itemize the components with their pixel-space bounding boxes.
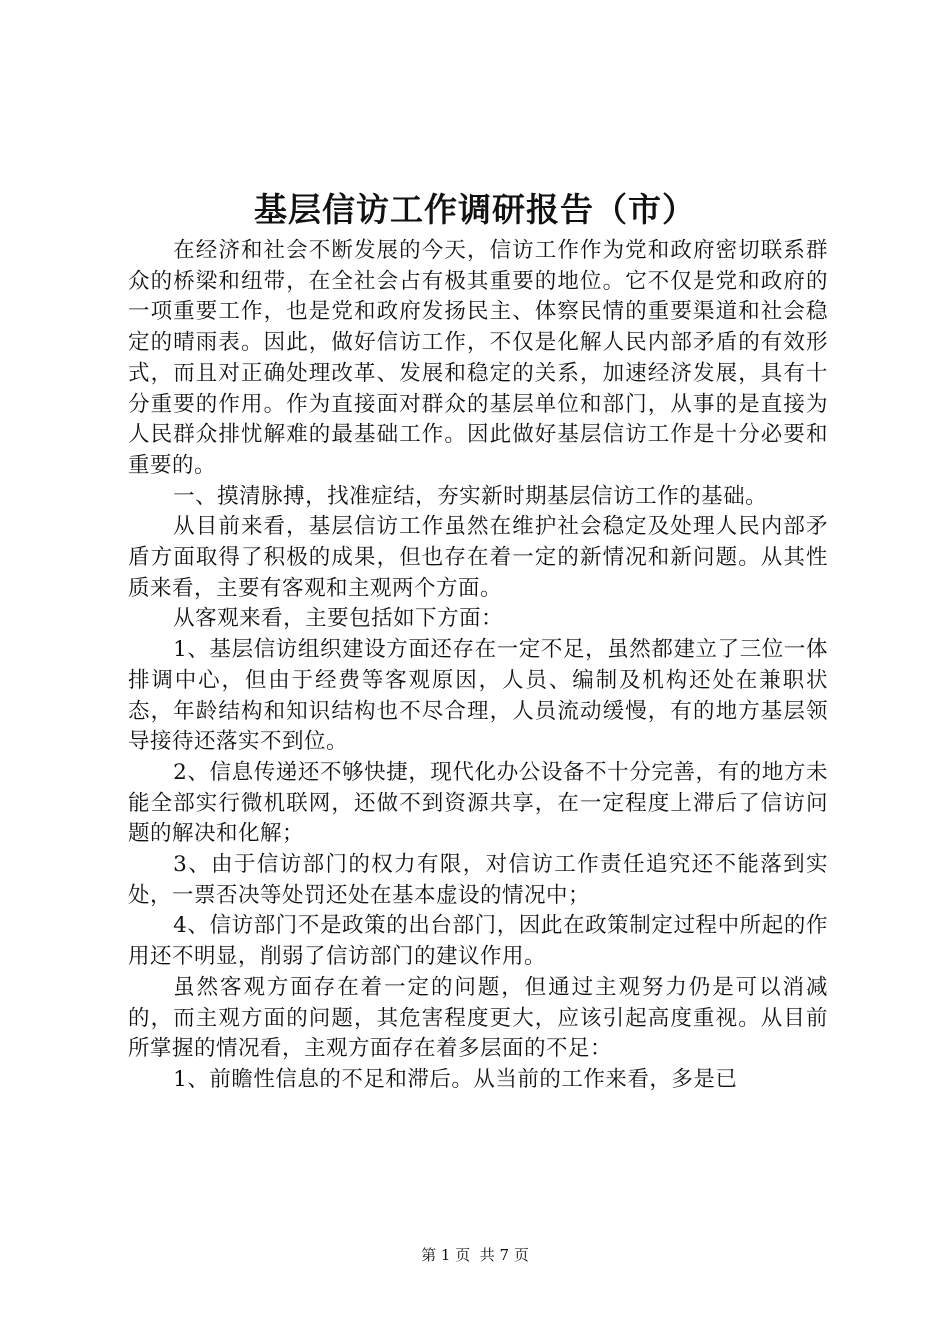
paragraph-objective-2: 2、信息传递还不够快捷，现代化办公设备不十分完善，有的地方未能全部实行微机联网，还做不到资源共享，在一定程度上滞后了信访问题的解决和化解；: [128, 759, 828, 847]
paragraph-objective-intro: 从客观来看，主要包括如下方面：: [173, 606, 504, 632]
paragraph-subjective-intro: 虽然客观方面存在着一定的问题，但通过主观努力仍是可以消减的，而主观方面的问题，其危害程度更大，应该引起高度重视。从目前所掌握的情况看，主观方面存在着多层面的不足：: [128, 974, 828, 1062]
paragraph-section-heading: 一、摸清脉搏，找准症结，夯实新时期基层信访工作的基础。: [173, 483, 768, 509]
paragraph-objective-4: 4、信访部门不是政策的出台部门，因此在政策制定过程中所起的作用还不明显，削弱了信访部门的建议作用。: [128, 913, 828, 970]
paragraph-subjective-1: 1、前瞻性信息的不足和滞后。从当前的工作来看，多是已: [173, 1066, 738, 1092]
page-number-footer: 第 1 页 共 7 页: [421, 1246, 529, 1264]
document-title: 基层信访工作调研报告（市）: [254, 190, 696, 229]
paragraph-objective-3: 3、由于信访部门的权力有限，对信访工作责任追究还不能落到实处，一票否决等处罚还处在基本虚设的情况中；: [128, 852, 828, 908]
paragraph-intro: 在经济和社会不断发展的今天，信访工作作为党和政府密切联系群众的桥梁和纽带，在全社会占有极其重要的地位。它不仅是党和政府的一项重要工作，也是党和政府发扬民主、体察民情的重要渠道和社会稳定的晴雨表。因此，做好信访工作，不仅是化解人民内部矛盾的有效形式，而且对正确处理改革、发展和稳定的关系，加速经济发展，具有十分重要的作用。作为直接面对群众的基层单位和部门，从事的是直接为人民群众排忧解难的最基础工作。因此做好基层信访工作是十分必要和重要的。: [128, 238, 828, 478]
paragraph-current-situation: 从目前来看，基层信访工作虽然在维护社会稳定及处理人民内部矛盾方面取得了积极的成果，但也存在着一定的新情况和新问题。从其性质来看，主要有客观和主观两个方面。: [128, 514, 828, 601]
document-body: [128, 236, 828, 1096]
paragraph-objective-1: 1、基层信访组织建设方面还存在一定不足，虽然都建立了三位一体排调中心，但由于经费等客观原因，人员、编制及机构还处在兼职状态，年龄结构和知识结构也不尽合理，人员流动缓慢，有的地方基层领导接待还落实不到位。: [128, 637, 828, 755]
